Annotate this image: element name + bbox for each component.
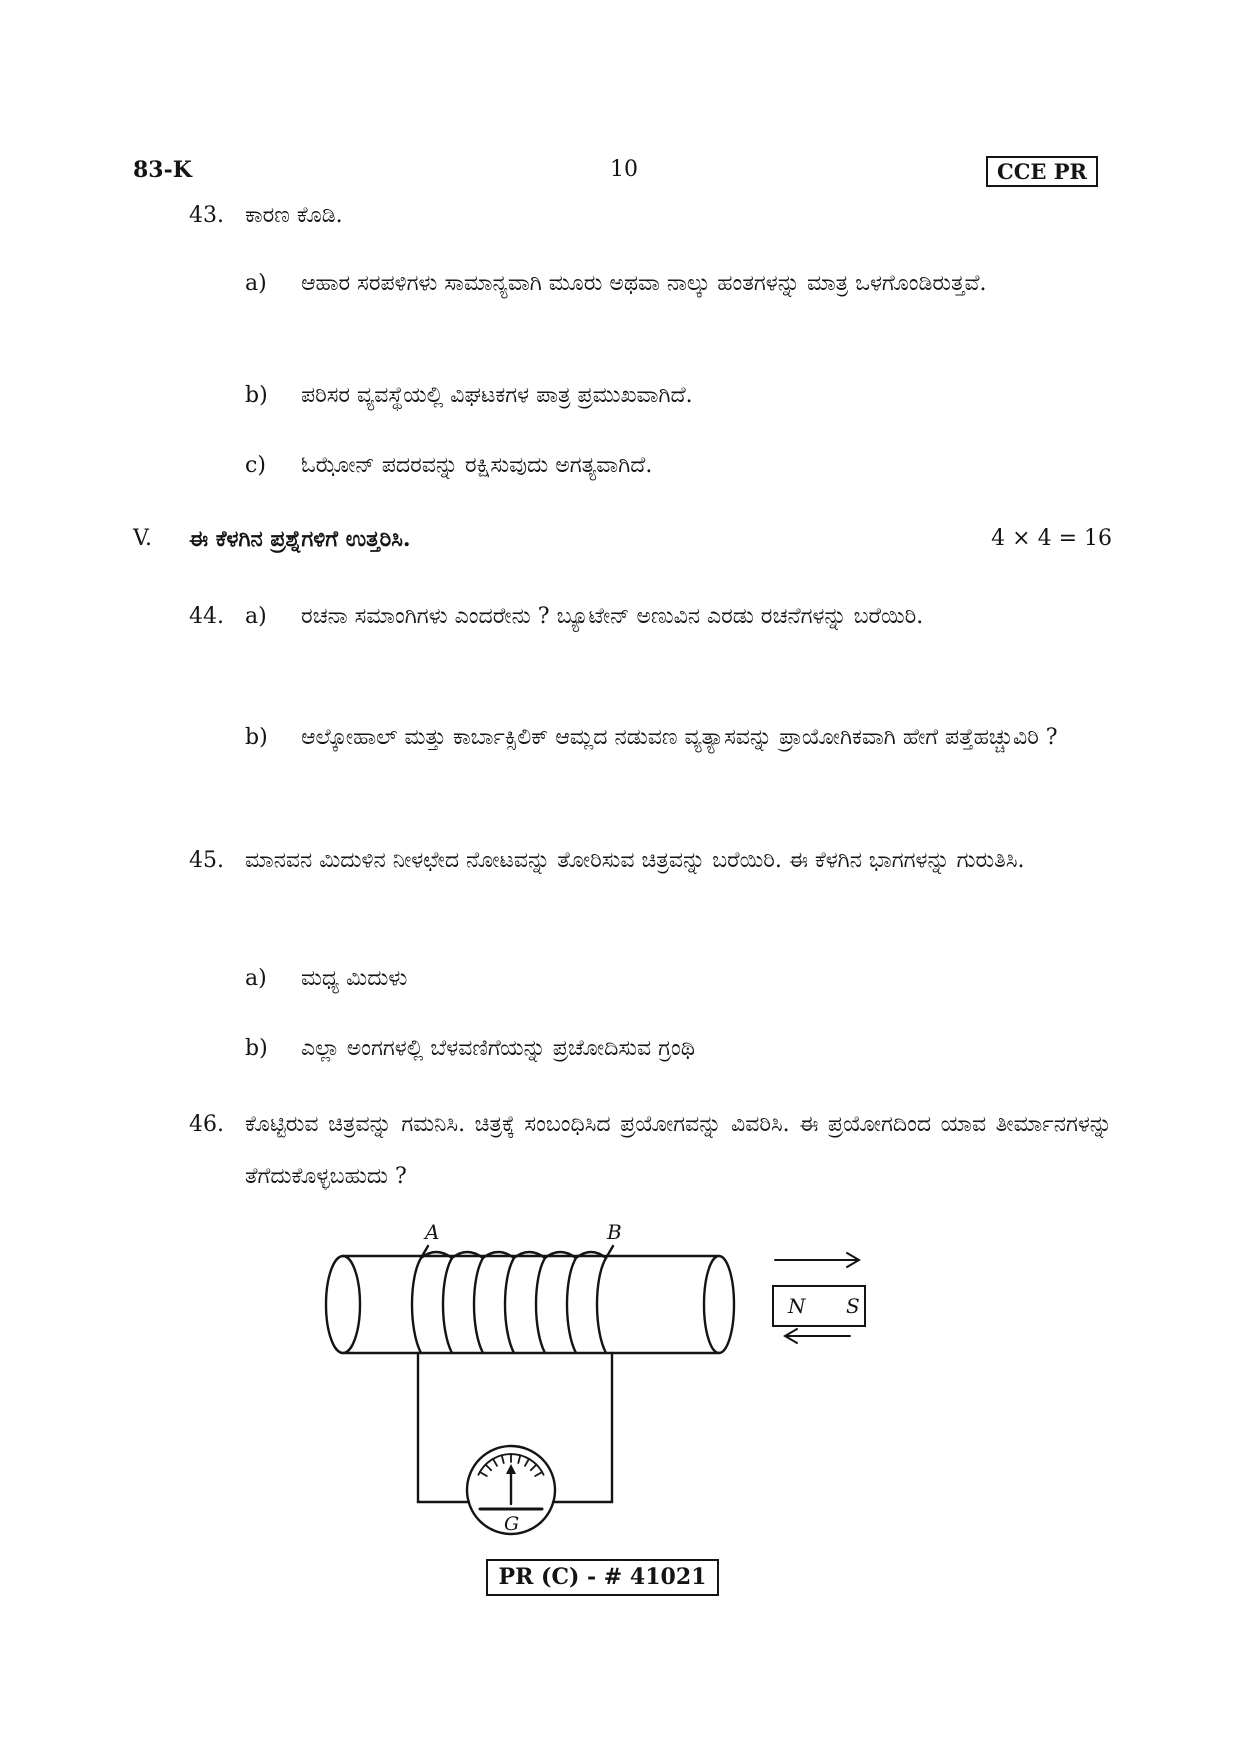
galvanometer-label: G [504,1513,520,1535]
part-label: a) [245,271,267,296]
section-marks: 4 × 4 = 16 [991,526,1112,551]
tube-left-opening [326,1256,360,1353]
question-text: ಮಾನವನ ಮಿದುಳಿನ ನೀಳಛೇದ ನೋಟವನ್ನು ತೋರಿಸುವ ಚಿತ್ರವನ್ನು ಬರೆಯಿರಿ. ಈ ಕೆಳಗಿನ ಭಾಗಗಳನ್ನು ಗುರುತಿಸಿ. [245,848,1025,873]
part-label: b) [245,1036,268,1061]
question-number: 44. [189,604,224,629]
coil-label-b: B [607,1220,622,1244]
part-text: ಓಝೋನ್ ಪದರವನ್ನು ರಕ್ಷಿಸುವುದು ಅಗತ್ಯವಾಗಿದೆ. [301,453,653,478]
part-text: ಆಹಾರ ಸರಪಳಿಗಳು ಸಾಮಾನ್ಯವಾಗಿ ಮೂರು ಅಥವಾ ನಾಲ್ಕು ಹಂತಗಳನ್ನು ಮಾತ್ರ ಒಳಗೊಂಡಿರುತ್ತವೆ. [301,271,987,296]
question-number: 46. [189,1112,224,1137]
part-label: b) [245,383,268,408]
part-text: ರಚನಾ ಸಮಾಂಗಿಗಳು ಎಂದರೇನು ? ಬ್ಯೂಟೇನ್ ಅಣುವಿನ ಎರಡು ರಚನೆಗಳನ್ನು ಬರೆಯಿರಿ. [301,604,924,629]
question-number: 45. [189,848,224,873]
paper-code: 83-K [133,157,192,183]
part-text: ಎಲ್ಲಾ ಅಂಗಗಳಲ್ಲಿ ಬೆಳವಣಿಗೆಯನ್ನು ಪ್ರಚೋದಿಸುವ ಗ್ರಂಥಿ [301,1036,695,1061]
coil-turn [597,1258,606,1353]
part-label: c) [245,453,266,478]
series-badge [986,156,1098,187]
galvanometer-needle-head [506,1464,516,1474]
part-text: ಪರಿಸರ ವ್ಯವಸ್ಥೆಯಲ್ಲಿ ವಿಘಟಕಗಳ ಪಾತ್ರ ಪ್ರಮುಖವಾಗಿದೆ. [301,383,693,408]
section-label: V. [133,526,153,551]
magnet-south-label: S [846,1294,860,1318]
question-number: 43. [189,203,224,228]
series-label: CCE PR [997,159,1087,184]
section-instruction: ಈ ಕೆಳಗಿನ ಪ್ರಶ್ನೆಗಳಿಗೆ ಉತ್ತರಿಸಿ. [189,526,411,552]
part-label: a) [245,966,267,991]
question-text: ಕಾರಣ ಕೊಡಿ. [245,203,343,228]
question-text: ಕೊಟ್ಟಿರುವ ಚಿತ್ರವನ್ನು ಗಮನಿಸಿ. ಚಿತ್ರಕ್ಕೆ ಸಂಬಂಧಿಸಿದ ಪ್ರಯೋಗವನ್ನು ವಿವರಿಸಿ. ಈ ಪ್ರಯೋಗದಿಂದ ಯಾವ ತೀರ್ಮಾನಗಳನ್ನು ತೆಗೆದುಕೊಳ್ಳಬಹುದು ? [245,1112,1112,1189]
footer-code-box [486,1559,719,1596]
part-label: b) [245,725,268,750]
magnet-north-label: N [788,1294,806,1318]
tube-right-end [704,1256,734,1353]
circuit-wire-left [418,1353,469,1502]
part-text: ಆಲ್ಕೋಹಾಲ್ ಮತ್ತು ಕಾರ್ಬಾಕ್ಸಿಲಿಕ್ ಆಮ್ಲದ ನಡುವಣ ವ್ಯತ್ಯಾಸವನ್ನು ಪ್ರಾಯೋಗಿಕವಾಗಿ ಹೇಗೆ ಪತ್ತೆಹಚ್ಚುವಿರಿ ? [301,725,1058,750]
part-text: ಮಧ್ಯ ಮಿದುಳು [301,966,408,991]
coil-label-a: A [425,1220,440,1244]
page-number: 10 [610,157,638,182]
circuit-wire-right [553,1353,612,1502]
footer-code: PR (C) - # 41021 [498,1564,707,1590]
induction-experiment-figure [320,1220,880,1550]
part-label: a) [245,604,267,629]
